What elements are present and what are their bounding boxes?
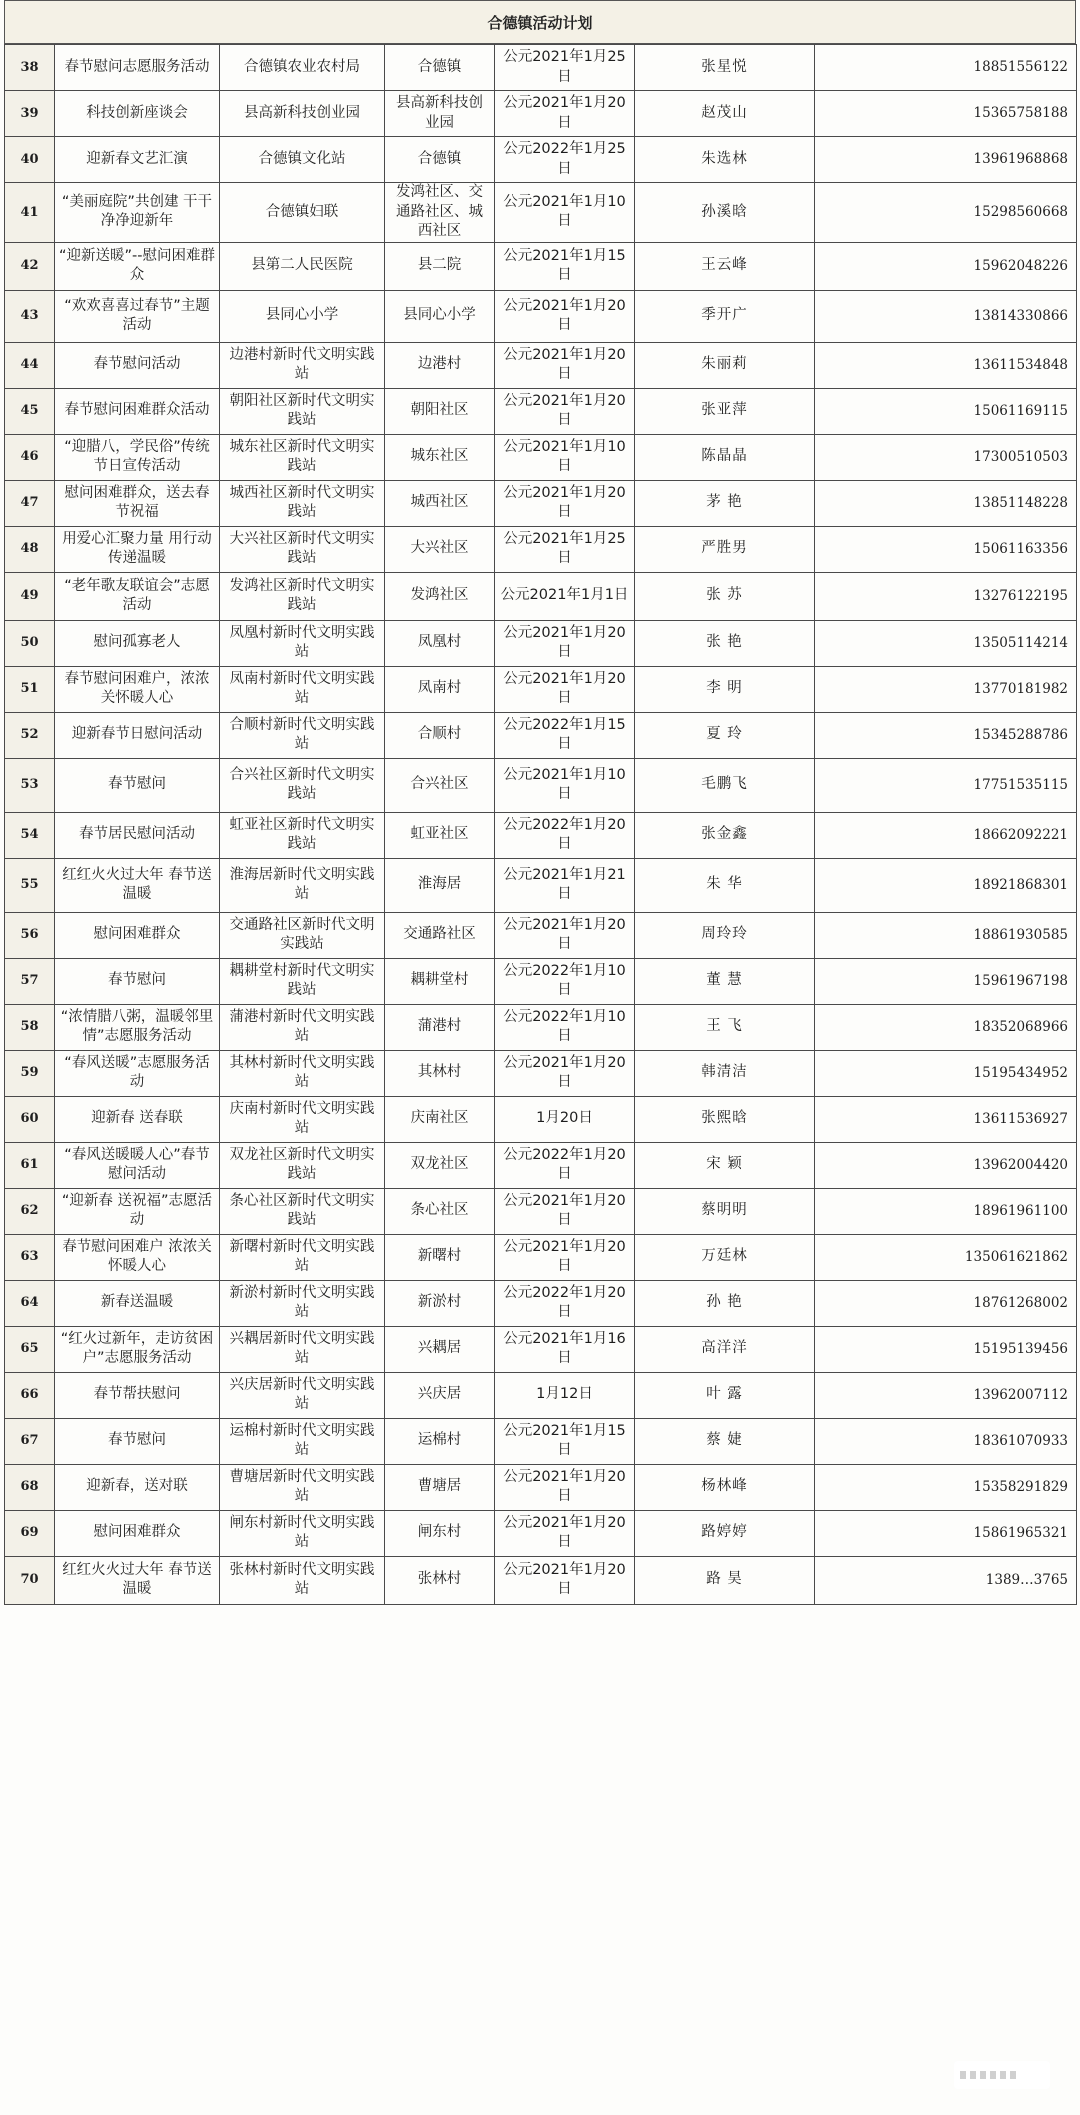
- date: 公元2021年1月1日: [495, 572, 635, 620]
- phone-number: 13962004420: [815, 1142, 1077, 1188]
- date: 公元2021年1月25日: [495, 45, 635, 91]
- row-number: 69: [5, 1510, 55, 1556]
- row-number: 57: [5, 958, 55, 1004]
- row-number: 46: [5, 434, 55, 480]
- date: 公元2021年1月20日: [495, 1510, 635, 1556]
- contact-person: 叶 露: [635, 1372, 815, 1418]
- organizer: 发鸿社区新时代文明实践站: [220, 572, 385, 620]
- row-number: 53: [5, 758, 55, 812]
- date: 公元2021年1月20日: [495, 342, 635, 388]
- row-number: 67: [5, 1418, 55, 1464]
- activity-name: 慰问孤寡老人: [55, 620, 220, 666]
- date: 公元2021年1月20日: [495, 1464, 635, 1510]
- date: 公元2021年1月10日: [495, 758, 635, 812]
- contact-person: 杨林峰: [635, 1464, 815, 1510]
- phone-number: 135061621862: [815, 1234, 1077, 1280]
- date: 公元2021年1月20日: [495, 91, 635, 137]
- phone-number: 17300510503: [815, 434, 1077, 480]
- organizer: 虹亚社区新时代文明实践站: [220, 812, 385, 858]
- table-row: [5, 620, 1077, 666]
- organizer: 合德镇文化站: [220, 137, 385, 183]
- phone-number: 15358291829: [815, 1464, 1077, 1510]
- location: 淮海居: [385, 858, 495, 912]
- organizer: 淮海居新时代文明实践站: [220, 858, 385, 912]
- date: 公元2021年1月16日: [495, 1326, 635, 1372]
- activity-name: 红红火火过大年 春节送温暖: [55, 858, 220, 912]
- organizer: 运棉村新时代文明实践站: [220, 1418, 385, 1464]
- table-row: [5, 388, 1077, 434]
- organizer: 耦耕堂村新时代文明实践站: [220, 958, 385, 1004]
- organizer: 庆南村新时代文明实践站: [220, 1096, 385, 1142]
- table-body: [5, 45, 1077, 1605]
- date: 公元2021年1月20日: [495, 620, 635, 666]
- organizer: 新淤村新时代文明实践站: [220, 1280, 385, 1326]
- activity-name: “春风送暖暖人心”春节慰问活动: [55, 1142, 220, 1188]
- activity-name: 慰问困难群众: [55, 912, 220, 958]
- row-number: 45: [5, 388, 55, 434]
- date: 公元2021年1月20日: [495, 666, 635, 712]
- location: 兴耦居: [385, 1326, 495, 1372]
- phone-number: 15298560668: [815, 183, 1077, 243]
- location: 县同心小学: [385, 290, 495, 342]
- organizer: 合顺村新时代文明实践站: [220, 712, 385, 758]
- table-row: [5, 1004, 1077, 1050]
- activity-name: “迎新送暖”--慰问困难群众: [55, 242, 220, 290]
- organizer: 双龙社区新时代文明实践站: [220, 1142, 385, 1188]
- organizer: 蒲港村新时代文明实践站: [220, 1004, 385, 1050]
- contact-person: 毛鹏飞: [635, 758, 815, 812]
- date: 公元2021年1月20日: [495, 1188, 635, 1234]
- contact-person: 宋 颖: [635, 1142, 815, 1188]
- row-number: 63: [5, 1234, 55, 1280]
- phone-number: 15061163356: [815, 526, 1077, 572]
- date: 公元2021年1月25日: [495, 526, 635, 572]
- activity-name: “欢欢喜喜过春节”主题活动: [55, 290, 220, 342]
- location: 运棉村: [385, 1418, 495, 1464]
- location: 凤凰村: [385, 620, 495, 666]
- table-row: [5, 1188, 1077, 1234]
- date: 公元2022年1月20日: [495, 812, 635, 858]
- organizer: 交通路社区新时代文明实践站: [220, 912, 385, 958]
- date: 公元2022年1月10日: [495, 958, 635, 1004]
- organizer: 大兴社区新时代文明实践站: [220, 526, 385, 572]
- organizer: 城西社区新时代文明实践站: [220, 480, 385, 526]
- contact-person: 茅 艳: [635, 480, 815, 526]
- activity-name: “浓情腊八粥，温暖邻里情”志愿服务活动: [55, 1004, 220, 1050]
- contact-person: 蔡明明: [635, 1188, 815, 1234]
- watermark-overlay: [954, 2061, 1050, 2089]
- date: 公元2021年1月15日: [495, 242, 635, 290]
- date: 公元2022年1月25日: [495, 137, 635, 183]
- organizer: 县高新科技创业园: [220, 91, 385, 137]
- row-number: 41: [5, 183, 55, 243]
- date: 公元2021年1月20日: [495, 1556, 635, 1604]
- activity-name: 春节慰问困难群众活动: [55, 388, 220, 434]
- activity-table: [4, 44, 1077, 1605]
- phone-number: 18961961100: [815, 1188, 1077, 1234]
- contact-person: 朱 华: [635, 858, 815, 912]
- table-row: [5, 342, 1077, 388]
- phone-number: 13962007112: [815, 1372, 1077, 1418]
- phone-number: 15961967198: [815, 958, 1077, 1004]
- phone-number: 18761268002: [815, 1280, 1077, 1326]
- contact-person: 路 昊: [635, 1556, 815, 1604]
- organizer: 新曙村新时代文明实践站: [220, 1234, 385, 1280]
- contact-person: 王云峰: [635, 242, 815, 290]
- phone-number: 13961968868: [815, 137, 1077, 183]
- row-number: 56: [5, 912, 55, 958]
- contact-person: 严胜男: [635, 526, 815, 572]
- phone-number: 17751535115: [815, 758, 1077, 812]
- contact-person: 张熙晗: [635, 1096, 815, 1142]
- row-number: 44: [5, 342, 55, 388]
- activity-name: 用爱心汇聚力量 用行动传递温暖: [55, 526, 220, 572]
- table-row: [5, 1556, 1077, 1604]
- activity-name: 红红火火过大年 春节送温暖: [55, 1556, 220, 1604]
- location: 县二院: [385, 242, 495, 290]
- date: 公元2022年1月10日: [495, 1004, 635, 1050]
- phone-number: 13611536927: [815, 1096, 1077, 1142]
- table-row: [5, 1372, 1077, 1418]
- date: 公元2022年1月20日: [495, 1142, 635, 1188]
- activity-name: 迎新春，送对联: [55, 1464, 220, 1510]
- row-number: 58: [5, 1004, 55, 1050]
- row-number: 48: [5, 526, 55, 572]
- activity-name: “迎腊八，学民俗”传统节日宣传活动: [55, 434, 220, 480]
- row-number: 52: [5, 712, 55, 758]
- table-row: [5, 242, 1077, 290]
- organizer: 凤南村新时代文明实践站: [220, 666, 385, 712]
- table-row: [5, 712, 1077, 758]
- activity-name: 慰问困难群众: [55, 1510, 220, 1556]
- contact-person: 陈晶晶: [635, 434, 815, 480]
- contact-person: 蔡 婕: [635, 1418, 815, 1464]
- location: 曹塘居: [385, 1464, 495, 1510]
- activity-name: “老年歌友联谊会”志愿活动: [55, 572, 220, 620]
- activity-name: 迎新春文艺汇演: [55, 137, 220, 183]
- location: 双龙社区: [385, 1142, 495, 1188]
- date: 1月20日: [495, 1096, 635, 1142]
- row-number: 68: [5, 1464, 55, 1510]
- organizer: 合兴社区新时代文明实践站: [220, 758, 385, 812]
- table-row: [5, 1096, 1077, 1142]
- date: 1月12日: [495, 1372, 635, 1418]
- phone-number: 18352068966: [815, 1004, 1077, 1050]
- row-number: 60: [5, 1096, 55, 1142]
- location: 兴庆居: [385, 1372, 495, 1418]
- table-row: [5, 1464, 1077, 1510]
- organizer: 凤凰村新时代文明实践站: [220, 620, 385, 666]
- table-row: [5, 858, 1077, 912]
- phone-number: 18361070933: [815, 1418, 1077, 1464]
- phone-number: 13770181982: [815, 666, 1077, 712]
- activity-name: 春节帮扶慰问: [55, 1372, 220, 1418]
- table-row: [5, 758, 1077, 812]
- table-row: [5, 1510, 1077, 1556]
- table-row: [5, 812, 1077, 858]
- table-row: [5, 572, 1077, 620]
- location: 大兴社区: [385, 526, 495, 572]
- row-number: 65: [5, 1326, 55, 1372]
- organizer: 城东社区新时代文明实践站: [220, 434, 385, 480]
- activity-name: “红火过新年，走访贫困户”志愿服务活动: [55, 1326, 220, 1372]
- activity-name: 春节慰问: [55, 1418, 220, 1464]
- table-row: [5, 91, 1077, 137]
- phone-number: 13814330866: [815, 290, 1077, 342]
- row-number: 40: [5, 137, 55, 183]
- table-row: [5, 1326, 1077, 1372]
- contact-person: 董 慧: [635, 958, 815, 1004]
- activity-name: 科技创新座谈会: [55, 91, 220, 137]
- date: 公元2021年1月10日: [495, 434, 635, 480]
- location: 虹亚社区: [385, 812, 495, 858]
- phone-number: 15195139456: [815, 1326, 1077, 1372]
- organizer: 闸东村新时代文明实践站: [220, 1510, 385, 1556]
- watermark-mark: [960, 2071, 1020, 2079]
- organizer: 县同心小学: [220, 290, 385, 342]
- contact-person: 张金鑫: [635, 812, 815, 858]
- contact-person: 张 苏: [635, 572, 815, 620]
- contact-person: 李 明: [635, 666, 815, 712]
- activity-name: 春节居民慰问活动: [55, 812, 220, 858]
- phone-number: 18861930585: [815, 912, 1077, 958]
- activity-name: 慰问困难群众，送去春节祝福: [55, 480, 220, 526]
- phone-number: 13505114214: [815, 620, 1077, 666]
- phone-number: 13276122195: [815, 572, 1077, 620]
- location: 合顺村: [385, 712, 495, 758]
- contact-person: 季开广: [635, 290, 815, 342]
- activity-name: “春风送暖”志愿服务活动: [55, 1050, 220, 1096]
- activity-name: 春节慰问困难户 浓浓关怀暖人心: [55, 1234, 220, 1280]
- contact-person: 万廷林: [635, 1234, 815, 1280]
- contact-person: 张亚萍: [635, 388, 815, 434]
- location: 闸东村: [385, 1510, 495, 1556]
- table-row: [5, 290, 1077, 342]
- phone-number: 15365758188: [815, 91, 1077, 137]
- table-row: [5, 1050, 1077, 1096]
- row-number: 70: [5, 1556, 55, 1604]
- location: 条心社区: [385, 1188, 495, 1234]
- location: 发鸿社区: [385, 572, 495, 620]
- location: 合兴社区: [385, 758, 495, 812]
- phone-number: 15195434952: [815, 1050, 1077, 1096]
- location: 交通路社区: [385, 912, 495, 958]
- row-number: 50: [5, 620, 55, 666]
- location: 县高新科技创业园: [385, 91, 495, 137]
- location: 蒲港村: [385, 1004, 495, 1050]
- table-row: [5, 1234, 1077, 1280]
- location: 庆南社区: [385, 1096, 495, 1142]
- date: 公元2022年1月20日: [495, 1280, 635, 1326]
- table-row: [5, 1418, 1077, 1464]
- phone-number: 18662092221: [815, 812, 1077, 858]
- activity-name: 春节慰问志愿服务活动: [55, 45, 220, 91]
- date: 公元2021年1月21日: [495, 858, 635, 912]
- date: 公元2021年1月20日: [495, 480, 635, 526]
- phone-number: 13611534848: [815, 342, 1077, 388]
- organizer: 兴耦居新时代文明实践站: [220, 1326, 385, 1372]
- location: 新曙村: [385, 1234, 495, 1280]
- table-row: [5, 666, 1077, 712]
- contact-person: 高洋洋: [635, 1326, 815, 1372]
- contact-person: 周玲玲: [635, 912, 815, 958]
- organizer: 边港村新时代文明实践站: [220, 342, 385, 388]
- row-number: 61: [5, 1142, 55, 1188]
- organizer: 其林村新时代文明实践站: [220, 1050, 385, 1096]
- table-row: [5, 1280, 1077, 1326]
- table-row: [5, 434, 1077, 480]
- location: 新淤村: [385, 1280, 495, 1326]
- row-number: 43: [5, 290, 55, 342]
- row-number: 59: [5, 1050, 55, 1096]
- phone-number: 15345288786: [815, 712, 1077, 758]
- location: 城西社区: [385, 480, 495, 526]
- organizer: 曹塘居新时代文明实践站: [220, 1464, 385, 1510]
- location: 合德镇: [385, 137, 495, 183]
- organizer: 条心社区新时代文明实践站: [220, 1188, 385, 1234]
- date: 公元2021年1月10日: [495, 183, 635, 243]
- contact-person: 张星悦: [635, 45, 815, 91]
- contact-person: 孙 艳: [635, 1280, 815, 1326]
- table-row: [5, 958, 1077, 1004]
- date: 公元2021年1月20日: [495, 388, 635, 434]
- contact-person: 夏 玲: [635, 712, 815, 758]
- date: 公元2021年1月20日: [495, 1050, 635, 1096]
- contact-person: 王 飞: [635, 1004, 815, 1050]
- location: 合德镇: [385, 45, 495, 91]
- location: 发鸿社区、交通路社区、城西社区: [385, 183, 495, 243]
- activity-table-container: [4, 44, 1076, 1605]
- activity-name: 新春送温暖: [55, 1280, 220, 1326]
- activity-name: 迎新春 送春联: [55, 1096, 220, 1142]
- table-row: [5, 137, 1077, 183]
- phone-number: 15861965321: [815, 1510, 1077, 1556]
- table-row: [5, 1142, 1077, 1188]
- activity-name: 春节慰问活动: [55, 342, 220, 388]
- row-number: 39: [5, 91, 55, 137]
- row-number: 51: [5, 666, 55, 712]
- location: 凤南村: [385, 666, 495, 712]
- row-number: 66: [5, 1372, 55, 1418]
- row-number: 38: [5, 45, 55, 91]
- row-number: 42: [5, 242, 55, 290]
- table-row: [5, 183, 1077, 243]
- date: 公元2021年1月20日: [495, 912, 635, 958]
- activity-name: 迎新春节日慰问活动: [55, 712, 220, 758]
- activity-name: “迎新春 送祝福”志愿活动: [55, 1188, 220, 1234]
- date: 公元2021年1月20日: [495, 1234, 635, 1280]
- row-number: 54: [5, 812, 55, 858]
- location: 耦耕堂村: [385, 958, 495, 1004]
- phone-number: 18921868301: [815, 858, 1077, 912]
- table-row: [5, 912, 1077, 958]
- activity-name: “美丽庭院”共创建 干干净净迎新年: [55, 183, 220, 243]
- row-number: 64: [5, 1280, 55, 1326]
- table-row: [5, 526, 1077, 572]
- contact-person: 朱丽莉: [635, 342, 815, 388]
- table-row: [5, 480, 1077, 526]
- contact-person: 张 艳: [635, 620, 815, 666]
- phone-number: 15061169115: [815, 388, 1077, 434]
- organizer: 合德镇妇联: [220, 183, 385, 243]
- contact-person: 孙溪晗: [635, 183, 815, 243]
- location: 朝阳社区: [385, 388, 495, 434]
- row-number: 47: [5, 480, 55, 526]
- contact-person: 路婷婷: [635, 1510, 815, 1556]
- row-number: 55: [5, 858, 55, 912]
- phone-number: 1389…3765: [815, 1556, 1077, 1604]
- location: 边港村: [385, 342, 495, 388]
- row-number: 49: [5, 572, 55, 620]
- phone-number: 15962048226: [815, 242, 1077, 290]
- phone-number: 13851148228: [815, 480, 1077, 526]
- contact-person: 朱选林: [635, 137, 815, 183]
- organizer: 朝阳社区新时代文明实践站: [220, 388, 385, 434]
- contact-person: 赵茂山: [635, 91, 815, 137]
- row-number: 62: [5, 1188, 55, 1234]
- activity-name: 春节慰问: [55, 958, 220, 1004]
- location: 张林村: [385, 1556, 495, 1604]
- table-row: [5, 45, 1077, 91]
- date: 公元2021年1月20日: [495, 290, 635, 342]
- date: 公元2022年1月15日: [495, 712, 635, 758]
- phone-number: 18851556122: [815, 45, 1077, 91]
- activity-name: 春节慰问困难户，浓浓关怀暖人心: [55, 666, 220, 712]
- table-title: 合德镇活动计划: [4, 0, 1076, 44]
- organizer: 合德镇农业农村局: [220, 45, 385, 91]
- organizer: 县第二人民医院: [220, 242, 385, 290]
- date: 公元2021年1月15日: [495, 1418, 635, 1464]
- location: 城东社区: [385, 434, 495, 480]
- organizer: 张林村新时代文明实践站: [220, 1556, 385, 1604]
- location: 其林村: [385, 1050, 495, 1096]
- organizer: 兴庆居新时代文明实践站: [220, 1372, 385, 1418]
- activity-name: 春节慰问: [55, 758, 220, 812]
- contact-person: 韩清洁: [635, 1050, 815, 1096]
